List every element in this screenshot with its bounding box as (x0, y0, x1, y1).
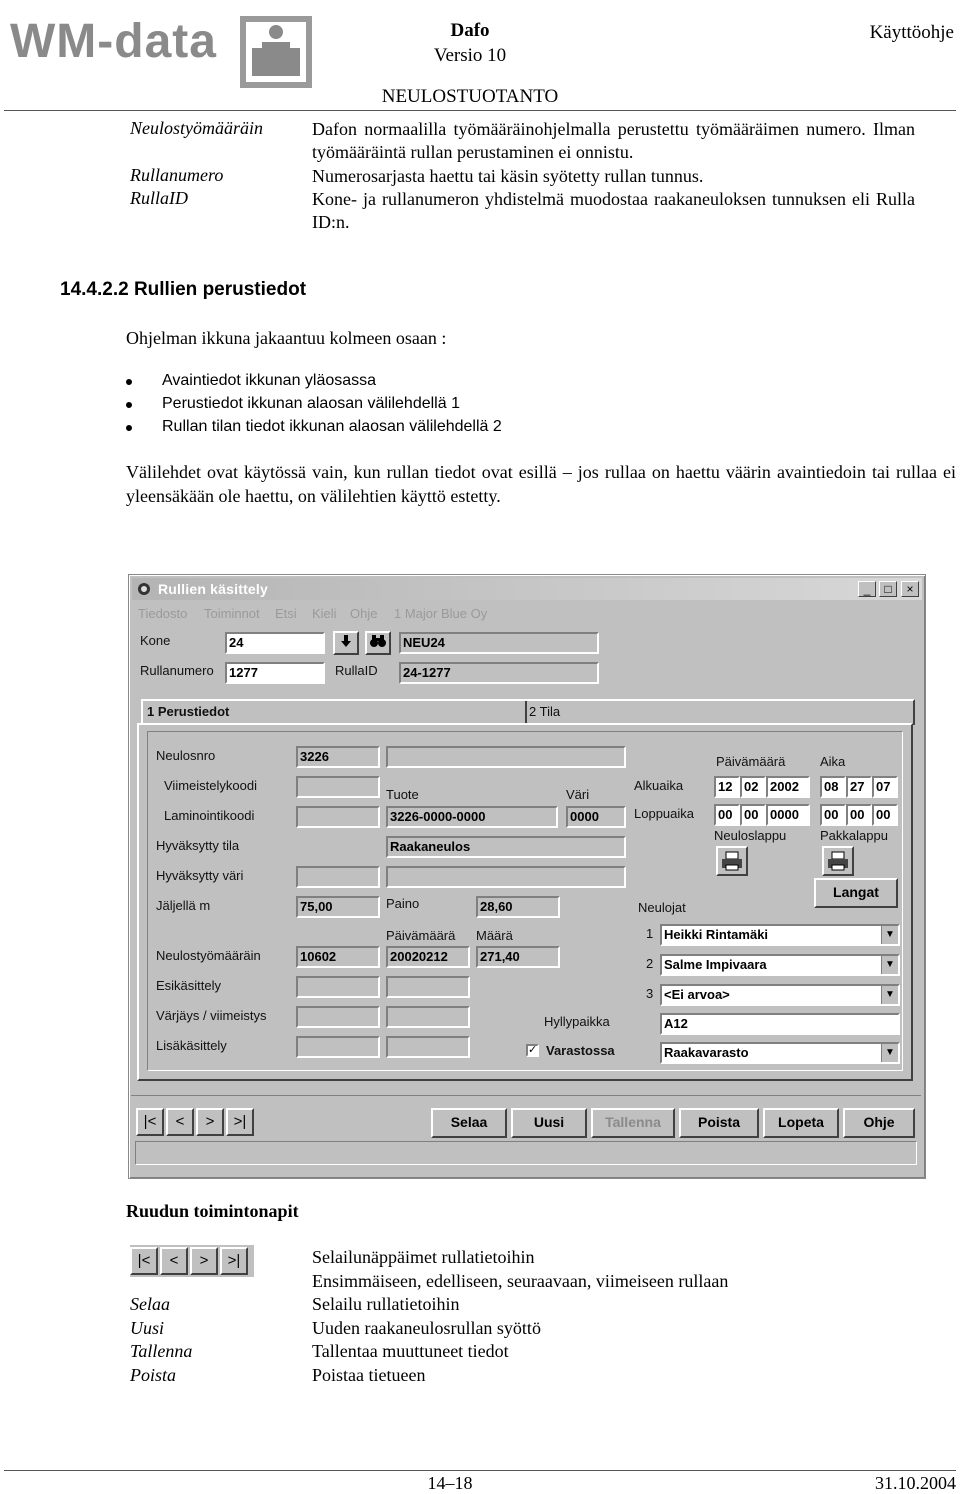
section-heading: 14.4.2.2 Rullien perustiedot (60, 279, 307, 300)
jaljella-field: 75,00 (296, 896, 380, 918)
close-button[interactable]: × (901, 581, 919, 597)
varasto-select[interactable] (660, 1042, 900, 1064)
function-term: Tallenna (130, 1341, 193, 1361)
rullaid-field: 24-1277 (399, 662, 599, 684)
varasto-value: Raakavarasto (664, 1045, 749, 1060)
function-desc: Poistaa tietueen (312, 1365, 426, 1385)
bullet-text: Avaintiedot ikkunan yläosassa (162, 372, 377, 389)
print-pakkalappu-button[interactable] (822, 846, 854, 876)
intro-text: Ohjelman ikkuna jakaantuu kolmeen osaan : (126, 328, 447, 348)
menu-bar (132, 602, 922, 624)
logo-figure-icon (232, 4, 320, 92)
hyvaksytty-vari-field (386, 866, 626, 888)
arrow-down-icon (339, 633, 353, 649)
logo-text: WM-data (10, 15, 217, 68)
uusi-button[interactable]: Uusi (511, 1108, 587, 1138)
search-binoculars-button[interactable] (365, 631, 391, 655)
footer-page-number: 14–18 (427, 1473, 473, 1493)
vari-field: 0000 (566, 806, 626, 828)
esikasittely-field (296, 976, 380, 998)
last-record-button[interactable]: >| (226, 1108, 254, 1136)
kone-field[interactable]: 24 (225, 632, 325, 654)
varastossa-label: Varastossa (546, 1043, 615, 1058)
alku-year-field[interactable]: 2002 (766, 776, 810, 798)
neulosnro-field: 3226 (296, 746, 380, 768)
tab-perustiedot-label: 1 Perustiedot (147, 704, 230, 719)
footer-rule (4, 1470, 956, 1471)
function-term: Uusi (130, 1318, 165, 1338)
neuloja-2-value: Salme Impivaara (664, 957, 767, 972)
rullaid-label: RullaID (335, 663, 378, 678)
varjays-field-2 (386, 1006, 470, 1028)
poista-button[interactable]: Poista (679, 1108, 759, 1138)
header-section: NEULOSTUOTANTO (381, 86, 559, 107)
loppu-second-field[interactable]: 00 (872, 804, 898, 826)
next-record-button: > (190, 1247, 218, 1275)
alku-month-field[interactable]: 02 (740, 776, 766, 798)
function-desc: Selailunäppäimet rullatietoihin (312, 1247, 535, 1267)
tuote-field: 3226-0000-0000 (386, 806, 558, 828)
menu-ohje[interactable]: Ohje (350, 606, 378, 621)
footer-date: 31.10.2004 (875, 1473, 956, 1493)
alku-hour-field[interactable]: 08 (820, 776, 846, 798)
neuloslappu-label: Neuloslappu (714, 828, 787, 843)
header-title: Dafo (450, 20, 490, 41)
tuote-label: Tuote (386, 787, 419, 802)
loppu-month-field[interactable]: 00 (740, 804, 766, 826)
nav-buttons-illustration (130, 1245, 254, 1277)
function-desc: Selailu rullatietoihin (312, 1294, 460, 1314)
minimize-button[interactable]: _ (858, 581, 876, 597)
hyvaksytty-tila-label: Hyväksytty tila (156, 838, 240, 853)
menu-kieli[interactable]: Kieli (312, 606, 337, 621)
bottom-toolbar (131, 1095, 921, 1135)
jaljella-label: Jäljellä m (156, 898, 211, 913)
aika-label: Aika (820, 754, 846, 769)
hyvaksytty-vari-code-field (296, 866, 380, 888)
dropdown-arrow-icon[interactable]: ▼ (881, 986, 898, 1004)
maximize-button[interactable]: □ (879, 581, 897, 597)
prev-record-button: < (160, 1247, 188, 1275)
term-neulostyomaarain: Neulostyömääräin (130, 118, 263, 138)
neuloja-1-num: 1 (646, 926, 654, 941)
header-rule (4, 110, 956, 111)
app-icon (136, 581, 152, 597)
hyvaksytty-tila-field: Raakaneulos (386, 836, 626, 858)
tyomaarain-label: Neulostyömääräin (156, 948, 261, 963)
term-rullaid: RullaID (130, 188, 188, 208)
maara-field: 271,40 (476, 946, 560, 968)
dropdown-arrow-icon[interactable]: ▼ (881, 926, 898, 944)
tab-tila[interactable] (525, 699, 915, 725)
loppuaika-label: Loppuaika (634, 806, 694, 821)
term-rullanumero: Rullanumero (130, 165, 224, 185)
rullien-kasittely-window (128, 574, 926, 1179)
viimeistelykoodi-label: Viimeistelykoodi (164, 778, 257, 793)
dropdown-arrow-icon[interactable]: ▼ (881, 1044, 898, 1062)
menu-etsi[interactable]: Etsi (275, 606, 297, 621)
varjays-label: Värjäys / viimeistys (156, 1008, 267, 1023)
neuloja-3-select[interactable] (660, 984, 900, 1006)
lopeta-button[interactable]: Lopeta (763, 1108, 839, 1138)
laminointikoodi-field (296, 806, 380, 828)
tabs-paragraph: Välilehdet ovat käytössä vain, kun rullan tiedot ovat esillä – jos rullaa on haettu väärin avaintiedoin tai rullaa ei yleensäkään ole haettu, on välilehtien käyttö estetty. (126, 462, 956, 506)
fetch-arrow-button[interactable] (333, 631, 359, 655)
neuloja-3-num: 3 (646, 986, 654, 1001)
laminointikoodi-label: Laminointikoodi (164, 808, 255, 823)
neulojat-label: Neulojat (638, 900, 686, 915)
tallenna-button[interactable]: Tallenna (591, 1108, 675, 1138)
def-rullanumero: Numerosarjasta haettu tai käsin syötetty rullan tunnus. (312, 166, 704, 186)
rullanumero-label: Rullanumero (140, 663, 214, 678)
pakkalappu-label: Pakkalappu (820, 828, 888, 843)
hyllypaikka-label: Hyllypaikka (544, 1014, 610, 1029)
function-term: Selaa (130, 1294, 170, 1314)
neulosnro-desc-field (386, 746, 626, 768)
first-record-button[interactable]: |< (136, 1108, 164, 1136)
bullet-text: Rullan tilan tiedot ikkunan alaosan välilehdellä 2 (162, 418, 502, 435)
pvm-field: 20020212 (386, 946, 470, 968)
tab-bar (137, 699, 915, 725)
bullet-dot (126, 402, 132, 408)
printer-icon (824, 848, 852, 874)
header-doc-type: Käyttöohje (869, 22, 954, 43)
window-titlebar[interactable] (132, 578, 922, 600)
binoculars-icon (369, 633, 387, 649)
perustiedot-inner (147, 731, 903, 1071)
loppu-day-field[interactable]: 00 (714, 804, 740, 826)
bullet-text: Perustiedot ikkunan alaosan välilehdellä 1 (162, 395, 460, 412)
loppu-year-field[interactable]: 0000 (766, 804, 810, 826)
neuloja-3-value: <Ei arvoa> (664, 987, 730, 1002)
esikasittely-field-2 (386, 976, 470, 998)
function-desc: Tallentaa muuttuneet tiedot (312, 1341, 509, 1361)
perustiedot-panel (137, 723, 913, 1081)
dropdown-arrow-icon[interactable]: ▼ (881, 956, 898, 974)
section2-title: Ruudun toimintonapit (126, 1201, 299, 1221)
menu-toiminnot[interactable]: Toiminnot (204, 606, 260, 621)
neulosnro-label: Neulosnro (156, 748, 216, 763)
loppu-hour-field[interactable]: 00 (820, 804, 846, 826)
last-record-button: >| (220, 1247, 248, 1275)
maara-label: Määrä (476, 928, 513, 943)
lisakasittely-label: Lisäkäsittely (156, 1038, 227, 1053)
hyvaksytty-vari-label: Hyväksytty väri (156, 868, 244, 883)
bullet-dot (126, 425, 132, 431)
kone-name-field: NEU24 (399, 632, 599, 654)
varastossa-checkbox[interactable]: ✓ (528, 1044, 538, 1056)
rullanumero-field[interactable]: 1277 (225, 662, 325, 684)
hyllypaikka-field[interactable]: A12 (660, 1013, 900, 1035)
selaa-button[interactable]: Selaa (431, 1108, 507, 1138)
status-bar (135, 1141, 917, 1165)
tab-perustiedot[interactable] (141, 699, 527, 725)
neuloja-2-select[interactable] (660, 954, 900, 976)
langat-button[interactable]: Langat (814, 878, 898, 908)
esikasittely-label: Esikäsittely (156, 978, 222, 993)
paivamaara-label: Päivämäärä (716, 754, 786, 769)
printer-icon (718, 848, 746, 874)
neuloja-2-num: 2 (646, 956, 654, 971)
wm-data-logo (4, 2, 322, 94)
function-desc: Uuden raakaneulosrullan syöttö (312, 1318, 541, 1338)
neuloja-1-select[interactable] (660, 924, 900, 946)
def-neulostyomaarain: Dafon normaalilla työmääräinohjelmalla perustettu työmääräimen numero. Ilman työmääräintä rullan perustaminen ei onnistu. (312, 119, 915, 162)
window-title: Rullien käsittely (158, 581, 268, 597)
pvm-label: Päivämäärä (386, 928, 456, 943)
neuloja-1-value: Heikki Rintamäki (664, 927, 769, 942)
ohje-button[interactable]: Ohje (843, 1108, 915, 1138)
menu-tiedosto[interactable]: Tiedosto (138, 606, 188, 621)
alku-day-field[interactable]: 12 (714, 776, 740, 798)
tab-tila-label: 2 Tila (529, 704, 561, 719)
function-term: Poista (130, 1365, 177, 1385)
next-record-button[interactable]: > (196, 1108, 224, 1136)
lisakasittely-field (296, 1036, 380, 1058)
alkuaika-label: Alkuaika (634, 778, 684, 793)
paino-label: Paino (386, 896, 420, 911)
bullet-dot (126, 379, 132, 385)
kone-label: Kone (140, 633, 171, 648)
print-neuloslappu-button[interactable] (716, 846, 748, 876)
alku-second-field[interactable]: 07 (872, 776, 898, 798)
menu-company[interactable]: 1 Major Blue Oy (394, 606, 488, 621)
tyomaarain-field: 10602 (296, 946, 380, 968)
def-rullaid: Kone- ja rullanumeron yhdistelmä muodostaa raakaneuloksen tunnuksen eli Rulla ID:n. (312, 189, 915, 232)
vari-label: Väri (566, 787, 590, 802)
alku-minute-field[interactable]: 27 (846, 776, 872, 798)
prev-record-button[interactable]: < (166, 1108, 194, 1136)
viimeistelykoodi-field (296, 776, 380, 798)
lisakasittely-field-2 (386, 1036, 470, 1058)
function-desc: Ensimmäiseen, edelliseen, seuraavaan, viimeiseen rullaan (312, 1271, 729, 1291)
varjays-field (296, 1006, 380, 1028)
paino-field: 28,60 (476, 896, 560, 918)
first-record-button: |< (130, 1247, 158, 1275)
header-version: Versio 10 (433, 45, 507, 66)
loppu-minute-field[interactable]: 00 (846, 804, 872, 826)
